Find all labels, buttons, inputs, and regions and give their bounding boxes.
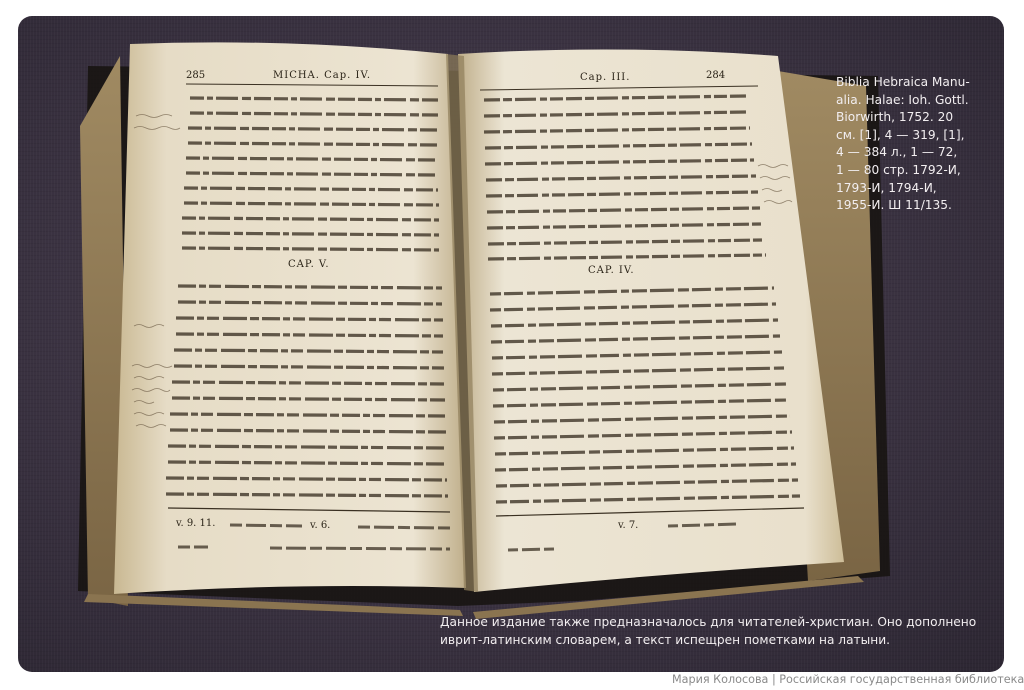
caption-line: Biblia Hebraica Manu- bbox=[836, 75, 970, 89]
photo-credit: Мария Колосова | Российская государственная библиотека bbox=[672, 673, 1024, 686]
caption-line: alia. Halae: Ioh. Gottl. bbox=[836, 92, 969, 107]
svg-text:MICHA. Cap. IV.: MICHA. Cap. IV. bbox=[273, 70, 372, 81]
svg-text:Cap. III.: Cap. III. bbox=[580, 72, 631, 83]
caption-line: 4 — 384 л., 1 — 72, bbox=[836, 145, 958, 160]
caption-line: Biorwirth, 1752. 20 bbox=[836, 110, 954, 125]
svg-text:v. 6.: v. 6. bbox=[310, 520, 331, 531]
svg-text:CAP. IV.: CAP. IV. bbox=[588, 265, 635, 276]
caption-description bbox=[440, 614, 996, 649]
caption-line: 1793-И, 1794-И, bbox=[836, 180, 937, 195]
caption-line: Данное издание также предназначалось для читателей-христиан. Оно дополнено bbox=[440, 615, 977, 629]
svg-text:v. 9. 11.: v. 9. 11. bbox=[176, 518, 216, 529]
caption-bibliographic bbox=[836, 74, 996, 215]
svg-text:284: 284 bbox=[706, 70, 726, 81]
photo-frame bbox=[18, 16, 1004, 672]
caption-line: 1955-И. Ш 11/135. bbox=[836, 198, 952, 213]
caption-line: иврит-латинским словарем, а текст испещрен пометками на латыни. bbox=[440, 632, 891, 647]
caption-line: 1 — 80 стр. 1792-И, bbox=[836, 162, 961, 177]
caption-line: см. [1], 4 — 319, [1], bbox=[836, 127, 965, 142]
svg-text:285: 285 bbox=[186, 70, 206, 81]
svg-text:CAP. V.: CAP. V. bbox=[288, 259, 330, 270]
svg-text:v. 7.: v. 7. bbox=[618, 520, 639, 531]
